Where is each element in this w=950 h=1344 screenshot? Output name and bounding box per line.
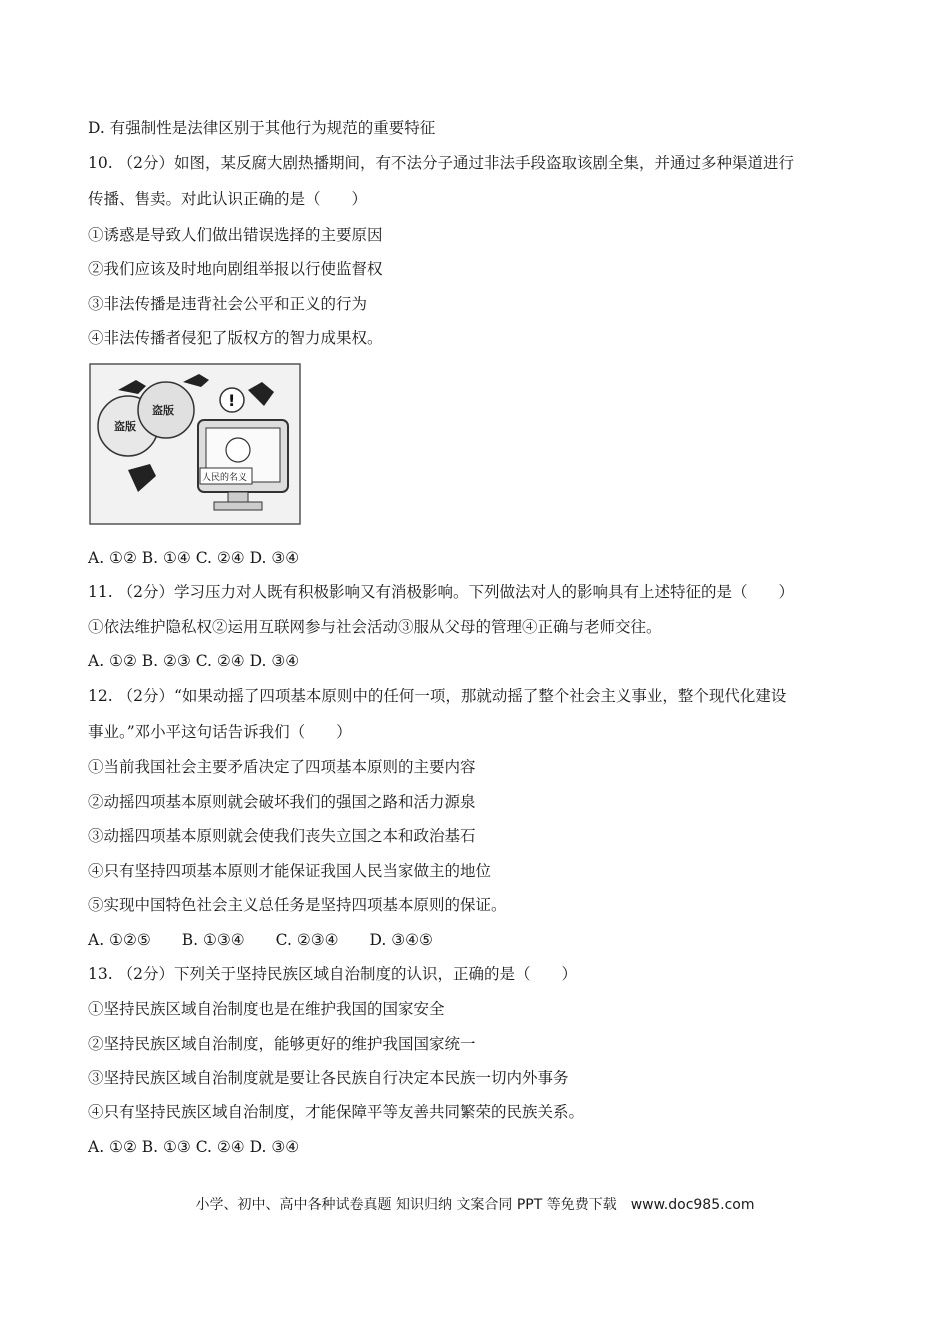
q13-item-1: ①坚持民族区域自治制度也是在维护我国的国家安全 [88, 1000, 445, 1018]
q12-item-4: ④只有坚持四项基本原则才能保证我国人民当家做主的地位 [88, 862, 492, 880]
piracy-cartoon-drawing [88, 360, 302, 528]
alert-icon: ! [228, 391, 236, 410]
q11-items: ①依法维护隐私权②运用互联网参与社会活动③服从父母的管理④正确与老师交往。 [88, 618, 662, 636]
q10-answer-options: A. ①② B. ①④ C. ②④ D. ③④ [88, 549, 300, 567]
q12-stem-1: 12. （2分）“如果动摇了四项基本原则中的任何一项，那就动摇了整个社会主义事业，整个现代化建设 [88, 687, 787, 705]
q13-stem: 13. （2分）下列关于坚持民族区域自治制度的认识，正确的是（ ） [88, 965, 577, 983]
q12-item-1: ①当前我国社会主要矛盾决定了四项基本原则的主要内容 [88, 758, 476, 776]
q10-item-3: ③非法传播是违背社会公平和正义的行为 [88, 295, 368, 313]
q12-item-2: ②动摇四项基本原则就会破坏我们的强国之路和活力源泉 [88, 793, 476, 811]
q13-item-4: ④只有坚持民族区域自治制度，才能保障平等友善共同繁荣的民族关系。 [88, 1103, 585, 1121]
q10-item-4: ④非法传播者侵犯了版权方的智力成果权。 [88, 329, 383, 347]
q10-item-1: ①诱惑是导致人们做出错误选择的主要原因 [88, 226, 383, 244]
q10-stem-1: 10. （2分）如图，某反腐大剧热播期间，有不法分子通过非法手段盗取该剧全集，并通过多种渠道进行 [88, 154, 794, 172]
q12-answer-options: A. ①②⑤ B. ①③④ C. ②③④ D. ③④⑤ [88, 931, 433, 949]
disc-label: 盗版 [152, 404, 174, 417]
q11-answer-options: A. ①② B. ②③ C. ②④ D. ③④ [88, 652, 300, 670]
piracy-cartoon [88, 360, 302, 528]
q10-item-2: ②我们应该及时地向剧组举报以行使监督权 [88, 260, 383, 278]
q12-stem-2: 事业。”邓小平这句话告诉我们（ ） [88, 723, 352, 741]
q12-item-3: ③动摇四项基本原则就会使我们丧失立国之本和政治基石 [88, 827, 476, 845]
page-footer: 小学、初中、高中各种试卷真题 知识归纳 文案合同 PPT 等免费下载 www.doc985.com [195, 1197, 755, 1213]
q13-answer-options: A. ①② B. ①③ C. ②④ D. ③④ [88, 1138, 300, 1156]
screen-caption: 人民的名义 [202, 473, 248, 483]
q10-stem-2: 传播、售卖。对此认识正确的是（ ） [88, 190, 368, 208]
q13-item-3: ③坚持民族区域自治制度就是要让各民族自行决定本民族一切内外事务 [88, 1069, 569, 1087]
q13-item-2: ②坚持民族区域自治制度，能够更好的维护我国国家统一 [88, 1035, 476, 1053]
disc-label: 盗版 [114, 420, 136, 433]
q11-stem: 11. （2分）学习压力对人既有积极影响又有消极影响。下列做法对人的影响具有上述特征的是（ ） [88, 583, 794, 601]
q12-item-5: ⑤实现中国特色社会主义总任务是坚持四项基本原则的保证。 [88, 896, 507, 914]
line-d-option: D. 有强制性是法律区别于其他行为规范的重要特征 [88, 119, 436, 137]
person-icon [226, 438, 250, 462]
